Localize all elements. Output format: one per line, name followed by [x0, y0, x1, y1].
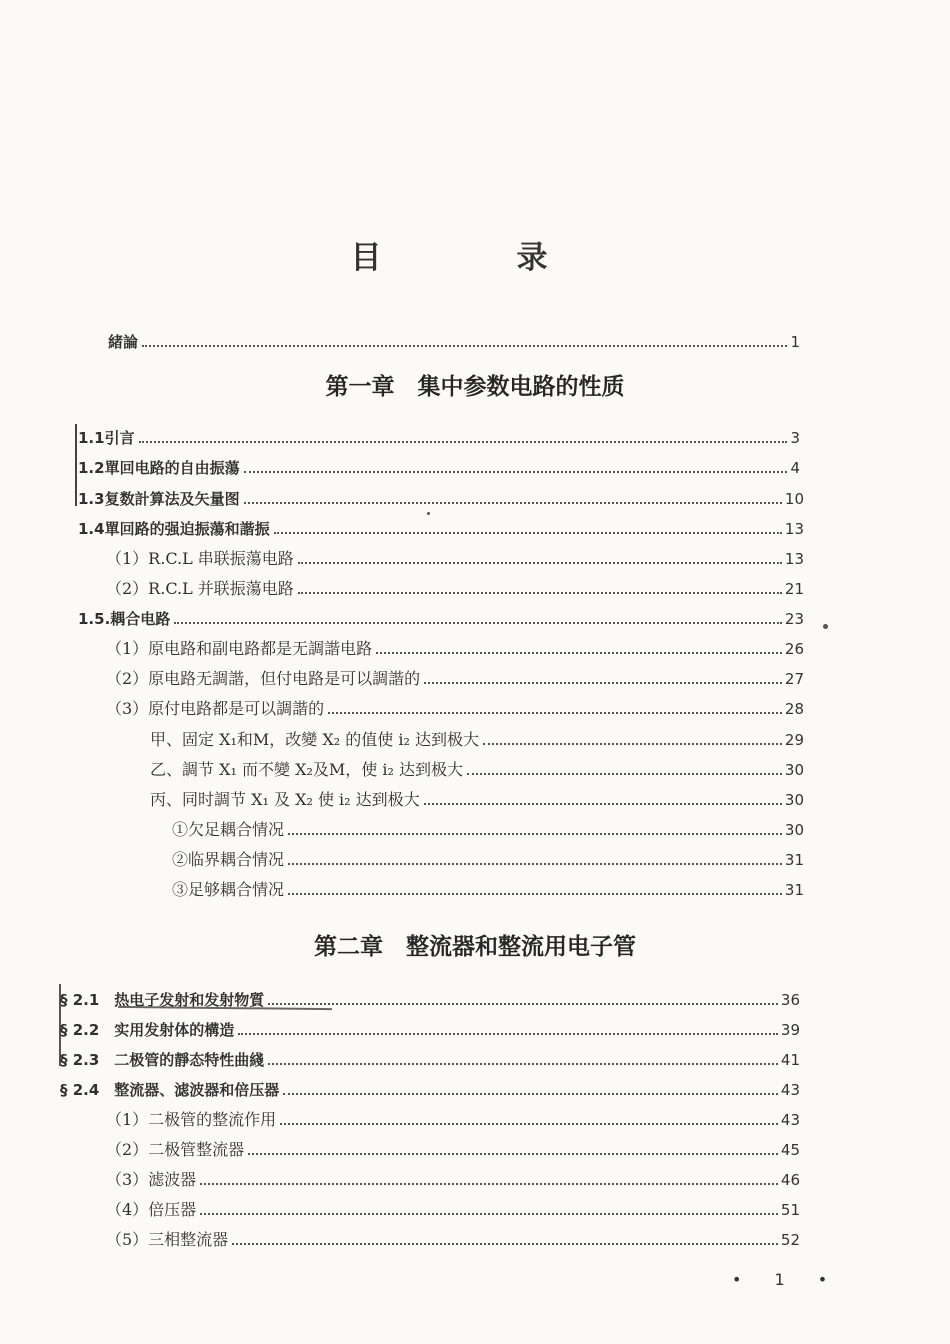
toc-entry[interactable]: [106, 547, 804, 569]
leader-dots: [244, 502, 782, 504]
entry-label: （1）R.C.L 串联振蕩电路: [106, 549, 294, 568]
leader-dots: [288, 893, 782, 895]
toc-entry[interactable]: [78, 517, 804, 539]
toc-entry[interactable]: [106, 697, 804, 719]
entry-page: 21: [784, 580, 804, 598]
entry-page: 31: [784, 881, 804, 899]
entry-page: 41: [780, 1051, 800, 1069]
toc-entry[interactable]: [106, 1108, 800, 1130]
page-number: • 1 •: [732, 1270, 842, 1289]
entry-page: 10: [784, 490, 804, 508]
leader-dots: [268, 1003, 778, 1005]
leader-dots: [376, 652, 782, 654]
entry-page: 30: [784, 821, 804, 839]
leader-dots: [274, 532, 782, 534]
toc-entry[interactable]: [106, 667, 804, 689]
entry-page: 23: [784, 610, 804, 628]
toc-entry[interactable]: [60, 1048, 800, 1070]
entry-page: 36: [780, 991, 800, 1009]
entry-label: § 2.1 热电子发射和发射物質: [60, 991, 265, 1009]
entry-page: 13: [784, 550, 804, 568]
entry-label: （5）三相整流器: [106, 1230, 229, 1249]
entry-page: 39: [780, 1021, 800, 1039]
leader-dots: [200, 1213, 778, 1215]
entry-label: 1.5.耦合电路: [78, 610, 171, 628]
toc-entry[interactable]: [78, 607, 804, 629]
leader-dots: [244, 471, 788, 473]
entry-page: 3: [790, 429, 800, 447]
entry-page: 1: [790, 333, 800, 351]
toc-entry[interactable]: [78, 426, 800, 448]
leader-dots: [248, 1153, 778, 1155]
leader-dots: [139, 441, 788, 443]
toc-entry-intro[interactable]: [108, 330, 800, 352]
entry-page: 31: [784, 851, 804, 869]
entry-label: ③足够耦合情况: [172, 880, 285, 899]
page-title: 目 录: [350, 240, 600, 276]
leader-dots: [288, 863, 782, 865]
leader-dots: [232, 1243, 778, 1245]
entry-label: （2）二极管整流器: [106, 1140, 245, 1159]
toc-entry[interactable]: [150, 758, 804, 780]
entry-page: 51: [780, 1201, 800, 1219]
scan-speck: [823, 624, 828, 629]
leader-dots: [483, 743, 782, 745]
leader-dots: [288, 833, 782, 835]
margin-mark: [75, 424, 77, 506]
leader-dots: [298, 592, 782, 594]
entry-label: （1）原电路和副电路都是无調諧电路: [106, 639, 373, 658]
entry-label: （3）滤波器: [106, 1170, 197, 1189]
leader-dots: [298, 562, 782, 564]
entry-label: （2）R.C.L 并联振蕩电路: [106, 579, 294, 598]
toc-entry[interactable]: [106, 1168, 800, 1190]
leader-dots: [283, 1093, 778, 1095]
leader-dots: [424, 682, 782, 684]
entry-page: 30: [784, 761, 804, 779]
leader-dots: [268, 1063, 778, 1065]
toc-entry[interactable]: [60, 1078, 800, 1100]
entry-label: 1.3复数計算法及矢量图: [78, 490, 240, 508]
entry-label: ①欠足耦合情况: [172, 820, 285, 839]
entry-label: § 2.4 整流器、滤波器和倍压器: [60, 1081, 280, 1099]
scan-speck: [427, 512, 430, 515]
entry-page: 30: [784, 791, 804, 809]
chapter-1-heading: 第一章 集中参数电路的性质: [325, 373, 625, 400]
entry-page: 4: [790, 459, 800, 477]
leader-dots: [328, 712, 782, 714]
entry-label: （2）原电路无調諧，但付电路是可以調諧的: [106, 669, 421, 688]
entry-label: 1.2單回电路的自由振蕩: [78, 459, 240, 477]
entry-page: 45: [780, 1141, 800, 1159]
entry-label: 1.1引言: [78, 429, 135, 447]
toc-entry[interactable]: [150, 788, 804, 810]
entry-label: 乙、調节 X₁ 而不變 X₂及M，使 i₂ 达到极大: [150, 760, 463, 779]
leader-dots: [280, 1123, 778, 1125]
toc-entry[interactable]: [78, 487, 804, 509]
toc-entry[interactable]: [106, 1138, 800, 1160]
toc-entry[interactable]: [106, 577, 804, 599]
entry-label: 甲、固定 X₁和M，改變 X₂ 的值使 i₂ 达到极大: [150, 730, 479, 749]
entry-page: 46: [780, 1171, 800, 1189]
entry-label: § 2.3 二极管的靜态特性曲綫: [60, 1051, 265, 1069]
leader-dots: [467, 773, 782, 775]
toc-entry[interactable]: [60, 1018, 800, 1040]
entry-label: § 2.2 实用发射体的構造: [60, 1021, 235, 1039]
toc-entry[interactable]: [78, 456, 800, 478]
entry-page: 52: [780, 1231, 800, 1249]
entry-label: 緒論: [108, 333, 139, 351]
toc-entry[interactable]: [106, 637, 804, 659]
toc-entry[interactable]: [150, 728, 804, 750]
entry-page: 43: [780, 1081, 800, 1099]
entry-page: 27: [784, 670, 804, 688]
chapter-2-heading: 第二章 整流器和整流用电子管: [314, 933, 636, 960]
leader-dots: [238, 1033, 778, 1035]
entry-label: （4）倍压器: [106, 1200, 197, 1219]
toc-entry[interactable]: [106, 1198, 800, 1220]
entry-label: （1）二极管的整流作用: [106, 1110, 277, 1129]
entry-page: 28: [784, 700, 804, 718]
toc-entry[interactable]: [172, 848, 804, 870]
entry-label: 1.4單回路的强迫振蕩和諧振: [78, 520, 270, 538]
leader-dots: [142, 345, 787, 347]
leader-dots: [200, 1183, 778, 1185]
leader-dots: [424, 803, 782, 805]
entry-page: 26: [784, 640, 804, 658]
toc-entry[interactable]: [172, 818, 804, 840]
entry-page: 13: [784, 520, 804, 538]
entry-label: ②临界耦合情况: [172, 850, 285, 869]
toc-entry[interactable]: [106, 1228, 800, 1250]
leader-dots: [174, 622, 782, 624]
toc-entry[interactable]: [172, 878, 804, 900]
entry-page: 29: [784, 731, 804, 749]
entry-label: （3）原付电路都是可以調諧的: [106, 699, 325, 718]
entry-page: 43: [780, 1111, 800, 1129]
entry-label: 丙、同时調节 X₁ 及 X₂ 使 i₂ 达到极大: [150, 790, 420, 809]
